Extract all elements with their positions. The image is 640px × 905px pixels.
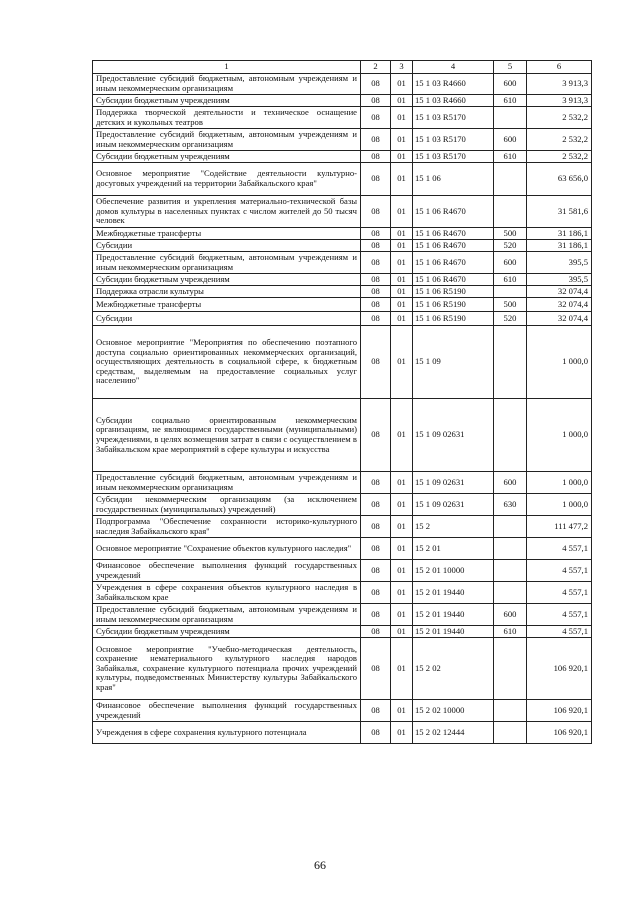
- row-target-code-cell: 15 2 01 19440: [413, 582, 494, 604]
- table-row: [93, 582, 592, 604]
- row-amount-cell: 2 532,2: [527, 107, 592, 129]
- row-amount-cell: 3 913,3: [527, 95, 592, 107]
- row-expense-type-cell: [494, 722, 527, 744]
- row-section-cell: 08: [361, 74, 391, 95]
- table-row: [93, 494, 592, 516]
- row-target-code-cell: 15 1 03 R5170: [413, 151, 494, 163]
- row-amount-cell: 106 920,1: [527, 700, 592, 722]
- row-section-cell: 08: [361, 604, 391, 626]
- row-section-cell: 08: [361, 312, 391, 326]
- row-target-code-cell: 15 2 01 10000: [413, 560, 494, 582]
- table-row: [93, 626, 592, 638]
- row-amount-cell: 32 074,4: [527, 312, 592, 326]
- row-target-code-cell: 15 2 01: [413, 538, 494, 560]
- row-target-code-cell: 15 1 09 02631: [413, 472, 494, 494]
- row-subsection-cell: 01: [391, 326, 413, 399]
- table-row: [93, 286, 592, 298]
- row-expense-type-cell: 600: [494, 472, 527, 494]
- row-name-cell: Основное мероприятие "Сохранение объектов культурного наследия": [93, 538, 361, 560]
- row-expense-type-cell: [494, 638, 527, 700]
- table-header-row: [93, 61, 592, 74]
- row-section-cell: 08: [361, 240, 391, 252]
- row-subsection-cell: 01: [391, 240, 413, 252]
- table-row: [93, 326, 592, 399]
- table-row: [93, 95, 592, 107]
- row-expense-type-cell: 520: [494, 240, 527, 252]
- row-expense-type-cell: 610: [494, 274, 527, 286]
- table-row: [93, 196, 592, 228]
- row-subsection-cell: 01: [391, 399, 413, 472]
- table-row: [93, 107, 592, 129]
- row-expense-type-cell: 610: [494, 151, 527, 163]
- row-name-cell: Основное мероприятие "Содействие деятельности культурно-досуговых учреждений на территории Забайкальского края": [93, 163, 361, 196]
- row-name-cell: Субсидии бюджетным учреждениям: [93, 95, 361, 107]
- row-amount-cell: 4 557,1: [527, 582, 592, 604]
- row-name-cell: Субсидии: [93, 312, 361, 326]
- row-expense-type-cell: [494, 700, 527, 722]
- row-name-cell: Подпрограмма "Обеспечение сохранности историко-культурного наследия Забайкальского края": [93, 516, 361, 538]
- row-target-code-cell: 15 1 06 R5190: [413, 286, 494, 298]
- row-expense-type-cell: [494, 582, 527, 604]
- row-subsection-cell: 01: [391, 151, 413, 163]
- row-name-cell: Субсидии: [93, 240, 361, 252]
- row-name-cell: Предоставление субсидий бюджетным, автономным учреждениям и иным некоммерческим организациям: [93, 252, 361, 274]
- row-name-cell: Субсидии социально ориентированным некоммерческим организациям, не являющимся государственными (муниципальными) учреждениями, в целях возмещения затрат в связи с осуществлением в Забайкальском крае мероприятий в сфере культуры и искусства: [93, 399, 361, 472]
- row-subsection-cell: 01: [391, 107, 413, 129]
- row-amount-cell: 4 557,1: [527, 560, 592, 582]
- row-name-cell: Основное мероприятие "Мероприятия по обеспечению поэтапного доступа социально ориентированных некоммерческих организаций, осуществляющих деятельность в социальной сфере, к бюджетным средствам, выделяемым на предоставление социальных услуг населению": [93, 326, 361, 399]
- row-section-cell: 08: [361, 326, 391, 399]
- row-subsection-cell: 01: [391, 274, 413, 286]
- row-expense-type-cell: 610: [494, 626, 527, 638]
- row-section-cell: 08: [361, 722, 391, 744]
- header-col-3: 3: [391, 61, 413, 74]
- row-subsection-cell: 01: [391, 638, 413, 700]
- row-section-cell: 08: [361, 196, 391, 228]
- row-section-cell: 08: [361, 298, 391, 312]
- row-amount-cell: 111 477,2: [527, 516, 592, 538]
- row-target-code-cell: 15 1 09 02631: [413, 399, 494, 472]
- row-target-code-cell: 15 1 06: [413, 163, 494, 196]
- row-amount-cell: 4 557,1: [527, 604, 592, 626]
- row-expense-type-cell: [494, 516, 527, 538]
- row-name-cell: Субсидии бюджетным учреждениям: [93, 151, 361, 163]
- row-amount-cell: 395,5: [527, 274, 592, 286]
- row-name-cell: Финансовое обеспечение выполнения функций государственных учреждений: [93, 560, 361, 582]
- row-name-cell: Предоставление субсидий бюджетным, автономным учреждениям и иным некоммерческим организациям: [93, 472, 361, 494]
- row-subsection-cell: 01: [391, 494, 413, 516]
- row-amount-cell: 4 557,1: [527, 626, 592, 638]
- row-target-code-cell: 15 2: [413, 516, 494, 538]
- row-target-code-cell: 15 1 06 R4670: [413, 228, 494, 240]
- table-row: [93, 240, 592, 252]
- row-expense-type-cell: 600: [494, 74, 527, 95]
- row-subsection-cell: 01: [391, 626, 413, 638]
- row-subsection-cell: 01: [391, 560, 413, 582]
- row-amount-cell: 3 913,3: [527, 74, 592, 95]
- row-section-cell: 08: [361, 516, 391, 538]
- row-amount-cell: 1 000,0: [527, 494, 592, 516]
- row-target-code-cell: 15 1 03 R5170: [413, 107, 494, 129]
- row-section-cell: 08: [361, 626, 391, 638]
- row-target-code-cell: 15 1 03 R5170: [413, 129, 494, 151]
- row-subsection-cell: 01: [391, 286, 413, 298]
- row-amount-cell: 1 000,0: [527, 399, 592, 472]
- row-target-code-cell: 15 1 09: [413, 326, 494, 399]
- row-name-cell: Обеспечение развития и укрепления материально-технической базы домов культуры в населенных пунктах с числом жителей до 50 тысяч человек: [93, 196, 361, 228]
- row-section-cell: 08: [361, 638, 391, 700]
- row-name-cell: Межбюджетные трансферты: [93, 228, 361, 240]
- row-section-cell: 08: [361, 399, 391, 472]
- table-row: [93, 638, 592, 700]
- header-col-5: 5: [494, 61, 527, 74]
- row-amount-cell: 31 581,6: [527, 196, 592, 228]
- row-name-cell: Предоставление субсидий бюджетным, автономным учреждениям и иным некоммерческим организациям: [93, 604, 361, 626]
- row-name-cell: Межбюджетные трансферты: [93, 298, 361, 312]
- row-name-cell: Субсидии бюджетным учреждениям: [93, 626, 361, 638]
- row-expense-type-cell: 500: [494, 298, 527, 312]
- row-target-code-cell: 15 1 06 R5190: [413, 298, 494, 312]
- row-expense-type-cell: 610: [494, 95, 527, 107]
- table-row: [93, 163, 592, 196]
- row-subsection-cell: 01: [391, 516, 413, 538]
- row-section-cell: 08: [361, 582, 391, 604]
- row-target-code-cell: 15 1 09 02631: [413, 494, 494, 516]
- table-row: [93, 228, 592, 240]
- row-expense-type-cell: 630: [494, 494, 527, 516]
- row-target-code-cell: 15 1 03 R4660: [413, 74, 494, 95]
- row-name-cell: Поддержка отрасли культуры: [93, 286, 361, 298]
- row-target-code-cell: 15 2 02: [413, 638, 494, 700]
- row-section-cell: 08: [361, 163, 391, 196]
- table-row: [93, 151, 592, 163]
- row-section-cell: 08: [361, 286, 391, 298]
- row-expense-type-cell: [494, 399, 527, 472]
- table-row: [93, 399, 592, 472]
- row-amount-cell: 63 656,0: [527, 163, 592, 196]
- table-row: [93, 516, 592, 538]
- table-row: [93, 74, 592, 95]
- row-amount-cell: 31 186,1: [527, 240, 592, 252]
- row-section-cell: 08: [361, 538, 391, 560]
- budget-table: [92, 60, 592, 744]
- row-target-code-cell: 15 2 01 19440: [413, 626, 494, 638]
- row-target-code-cell: 15 1 03 R4660: [413, 95, 494, 107]
- row-subsection-cell: 01: [391, 312, 413, 326]
- row-amount-cell: 106 920,1: [527, 722, 592, 744]
- row-expense-type-cell: [494, 286, 527, 298]
- row-subsection-cell: 01: [391, 228, 413, 240]
- row-amount-cell: 2 532,2: [527, 151, 592, 163]
- header-col-6: 6: [527, 61, 592, 74]
- budget-table-sheet: [92, 60, 591, 744]
- row-expense-type-cell: [494, 107, 527, 129]
- table-row: [93, 274, 592, 286]
- row-section-cell: 08: [361, 228, 391, 240]
- row-name-cell: Предоставление субсидий бюджетным, автономным учреждениям и иным некоммерческим организациям: [93, 74, 361, 95]
- row-expense-type-cell: 600: [494, 252, 527, 274]
- row-expense-type-cell: 500: [494, 228, 527, 240]
- page-number: 66: [314, 858, 326, 872]
- row-subsection-cell: 01: [391, 604, 413, 626]
- row-section-cell: 08: [361, 274, 391, 286]
- row-subsection-cell: 01: [391, 538, 413, 560]
- row-name-cell: Поддержка творческой деятельности и техническое оснащение детских и кукольных театров: [93, 107, 361, 129]
- row-amount-cell: 4 557,1: [527, 538, 592, 560]
- row-subsection-cell: 01: [391, 298, 413, 312]
- row-subsection-cell: 01: [391, 700, 413, 722]
- row-subsection-cell: 01: [391, 74, 413, 95]
- table-row: [93, 129, 592, 151]
- row-amount-cell: 31 186,1: [527, 228, 592, 240]
- row-expense-type-cell: 600: [494, 129, 527, 151]
- row-subsection-cell: 01: [391, 163, 413, 196]
- row-section-cell: 08: [361, 560, 391, 582]
- row-section-cell: 08: [361, 95, 391, 107]
- row-subsection-cell: 01: [391, 472, 413, 494]
- row-subsection-cell: 01: [391, 196, 413, 228]
- header-col-4: 4: [413, 61, 494, 74]
- row-subsection-cell: 01: [391, 129, 413, 151]
- table-row: [93, 312, 592, 326]
- row-section-cell: 08: [361, 252, 391, 274]
- row-amount-cell: 1 000,0: [527, 472, 592, 494]
- row-target-code-cell: 15 2 01 19440: [413, 604, 494, 626]
- row-expense-type-cell: 600: [494, 604, 527, 626]
- row-expense-type-cell: [494, 560, 527, 582]
- row-section-cell: 08: [361, 494, 391, 516]
- row-subsection-cell: 01: [391, 252, 413, 274]
- row-amount-cell: 1 000,0: [527, 326, 592, 399]
- row-subsection-cell: 01: [391, 95, 413, 107]
- row-target-code-cell: 15 1 06 R5190: [413, 312, 494, 326]
- row-subsection-cell: 01: [391, 722, 413, 744]
- row-name-cell: Предоставление субсидий бюджетным, автономным учреждениям и иным некоммерческим организациям: [93, 129, 361, 151]
- row-name-cell: Субсидии некоммерческим организациям (за исключением государственных (муниципальных) учреждений): [93, 494, 361, 516]
- row-expense-type-cell: [494, 538, 527, 560]
- row-amount-cell: 2 532,2: [527, 129, 592, 151]
- table-row: [93, 252, 592, 274]
- row-expense-type-cell: [494, 326, 527, 399]
- row-name-cell: Учреждения в сфере сохранения культурного потенциала: [93, 722, 361, 744]
- row-name-cell: Финансовое обеспечение выполнения функций государственных учреждений: [93, 700, 361, 722]
- row-target-code-cell: 15 1 06 R4670: [413, 196, 494, 228]
- header-col-2: 2: [361, 61, 391, 74]
- table-row: [93, 604, 592, 626]
- row-expense-type-cell: [494, 163, 527, 196]
- row-amount-cell: 395,5: [527, 252, 592, 274]
- table-row: [93, 538, 592, 560]
- row-name-cell: Основное мероприятие "Учебно-методическая деятельность, сохранение нематериального культурного наследия народов Забайкалья, сохранение культурного потенциала прочих учреждений культуры, подведомственных Министерству культуры Забайкальского края": [93, 638, 361, 700]
- row-target-code-cell: 15 1 06 R4670: [413, 240, 494, 252]
- table-row: [93, 700, 592, 722]
- row-amount-cell: 106 920,1: [527, 638, 592, 700]
- header-col-1: 1: [93, 61, 361, 74]
- row-target-code-cell: 15 1 06 R4670: [413, 252, 494, 274]
- row-target-code-cell: 15 2 02 12444: [413, 722, 494, 744]
- row-name-cell: Учреждения в сфере сохранения объектов культурного наследия в Забайкальском крае: [93, 582, 361, 604]
- table-row: [93, 472, 592, 494]
- table-row: [93, 722, 592, 744]
- table-row: [93, 560, 592, 582]
- row-section-cell: 08: [361, 107, 391, 129]
- row-target-code-cell: 15 1 06 R4670: [413, 274, 494, 286]
- row-section-cell: 08: [361, 129, 391, 151]
- row-section-cell: 08: [361, 472, 391, 494]
- row-amount-cell: 32 074,4: [527, 298, 592, 312]
- row-name-cell: Субсидии бюджетным учреждениям: [93, 274, 361, 286]
- row-section-cell: 08: [361, 700, 391, 722]
- table-row: [93, 298, 592, 312]
- row-expense-type-cell: 520: [494, 312, 527, 326]
- row-amount-cell: 32 074,4: [527, 286, 592, 298]
- row-section-cell: 08: [361, 151, 391, 163]
- row-expense-type-cell: [494, 196, 527, 228]
- row-target-code-cell: 15 2 02 10000: [413, 700, 494, 722]
- row-subsection-cell: 01: [391, 582, 413, 604]
